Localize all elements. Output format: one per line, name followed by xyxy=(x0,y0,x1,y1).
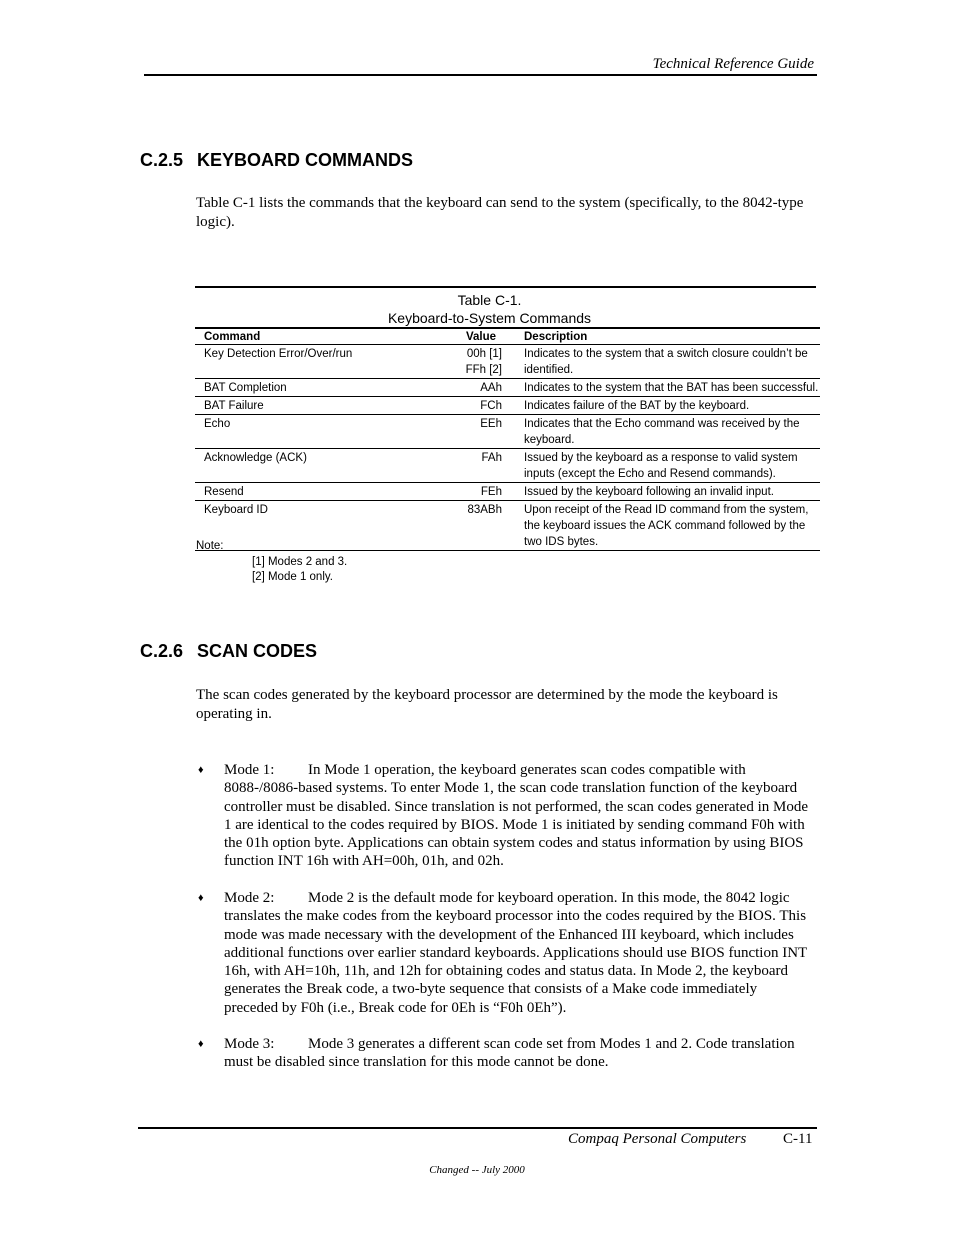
mode-bullet-item xyxy=(196,889,814,1017)
cell-command: Acknowledge (ACK) xyxy=(195,449,420,483)
table-row xyxy=(195,449,820,483)
table-note-item: [1] Modes 2 and 3. xyxy=(252,556,348,568)
cell-value: EEh xyxy=(420,415,504,449)
column-header-value: Value xyxy=(420,329,504,345)
table-caption-number: Table C-1. xyxy=(457,292,522,308)
table-row xyxy=(195,397,820,415)
diamond-bullet-icon: ♦ xyxy=(198,764,204,776)
table-row xyxy=(195,415,820,449)
cell-value: FEh xyxy=(420,483,504,501)
cell-description: Upon receipt of the Read ID command from the system, the keyboard issues the ACK command followed by the two IDS bytes. xyxy=(504,501,820,551)
section-number: C.2.5 xyxy=(140,150,184,170)
header-rule xyxy=(144,74,817,76)
cell-command: BAT Completion xyxy=(195,379,420,397)
column-header-description: Description xyxy=(504,329,820,345)
cell-description: Indicates that the Echo command was received by the keyboard. xyxy=(504,415,820,449)
table-row xyxy=(195,379,820,397)
cell-command: Keyboard ID xyxy=(195,501,420,551)
column-header-command: Command xyxy=(195,329,420,345)
cell-value-line: 00h [1] xyxy=(466,348,502,360)
cell-command: Key Detection Error/Over/run xyxy=(195,345,420,379)
keyboard-commands-table xyxy=(195,329,820,551)
section-title: KEYBOARD COMMANDS xyxy=(197,150,413,170)
cell-command: Echo xyxy=(195,415,420,449)
cell-value xyxy=(420,345,504,379)
table-header-row xyxy=(195,329,820,345)
cell-value: AAh xyxy=(420,379,504,397)
cell-value: FAh xyxy=(420,449,504,483)
mode-bullet-item xyxy=(196,1035,814,1072)
section-heading-keyboard-commands xyxy=(140,150,413,171)
section-title: SCAN CODES xyxy=(197,641,318,661)
table-row xyxy=(195,501,820,551)
cell-description: Indicates to the system that a switch closure couldn’t be identified. xyxy=(504,345,820,379)
section-number: C.2.6 xyxy=(140,641,184,661)
mode-description: In Mode 1 operation, the keyboard generates scan codes compatible with 8088-/8086-based systems. To enter Mode 1, the scan code translation function of the keyboard controller must be disabled. Since translation is not performed, the scan codes generated in Mode 1 are identical to the codes required by BIOS. Mode 1 is initiated by sending command F0h with the 01h option byte. Applications can obtain system codes and status information by using BIOS function INT 16h with AH=00h, 01h, and 02h. xyxy=(224,762,808,870)
cell-description: Indicates to the system that the BAT has been successful. xyxy=(504,379,820,397)
cell-description: Issued by the keyboard following an invalid input. xyxy=(504,483,820,501)
revision-note: Changed -- July 2000 xyxy=(429,1164,525,1176)
running-header-title: Technical Reference Guide xyxy=(652,56,814,72)
diamond-bullet-icon: ♦ xyxy=(198,892,204,904)
mode-description: Mode 2 is the default mode for keyboard operation. In this mode, the 8042 logic translates the make codes from the keyboard processor into the codes required by the BIOS. This mode was made necessary with the development of the Enhanced III keyboard, which includes additional functions over earlier standard keyboards. Applications should use BIOS function INT 16h, with AH=10h, 11h, and 12h for obtaining codes and status data. In Mode 2, the keyboard generates the Break code, a two-byte sequence that consists of a Make code immediately preceded by F0h (i.e., Break code for 0Eh is “F0h 0Eh”). xyxy=(224,890,807,1016)
footer-title: Compaq Personal Computers xyxy=(568,1131,747,1147)
table-row xyxy=(195,345,820,379)
cell-description: Issued by the keyboard as a response to valid system inputs (except the Echo and Resend commands). xyxy=(504,449,820,483)
section-heading-scan-codes xyxy=(140,641,317,662)
section-intro-paragraph: The scan codes generated by the keyboard processor are determined by the mode the keyboard is operating in. xyxy=(196,687,778,722)
page-number: C-11 xyxy=(783,1131,813,1147)
cell-command: Resend xyxy=(195,483,420,501)
table-note-label: Note: xyxy=(196,540,224,552)
cell-value: 83ABh xyxy=(420,501,504,551)
table-note-item: [2] Mode 1 only. xyxy=(252,571,333,583)
section-intro-paragraph: Table C-1 lists the commands that the keyboard can send to the system (specifically, to the 8042-type logic). xyxy=(196,195,804,230)
cell-command: BAT Failure xyxy=(195,397,420,415)
mode-label: Mode 3: xyxy=(224,1036,275,1052)
mode-label: Mode 2: xyxy=(224,890,275,906)
table-top-rule xyxy=(195,286,816,288)
footer-rule xyxy=(138,1127,817,1129)
table-caption xyxy=(195,291,784,327)
cell-description: Indicates failure of the BAT by the keyboard. xyxy=(504,397,820,415)
diamond-bullet-icon: ♦ xyxy=(198,1038,204,1050)
cell-value-line: FFh [2] xyxy=(465,364,502,376)
table-row xyxy=(195,483,820,501)
cell-value: FCh xyxy=(420,397,504,415)
mode-description: Mode 3 generates a different scan code set from Modes 1 and 2. Code translation must be disabled since translation for this mode cannot be done. xyxy=(224,1036,795,1071)
table-caption-title: Keyboard-to-System Commands xyxy=(387,310,592,326)
mode-bullet-item xyxy=(196,761,814,871)
mode-label: Mode 1: xyxy=(224,762,275,778)
